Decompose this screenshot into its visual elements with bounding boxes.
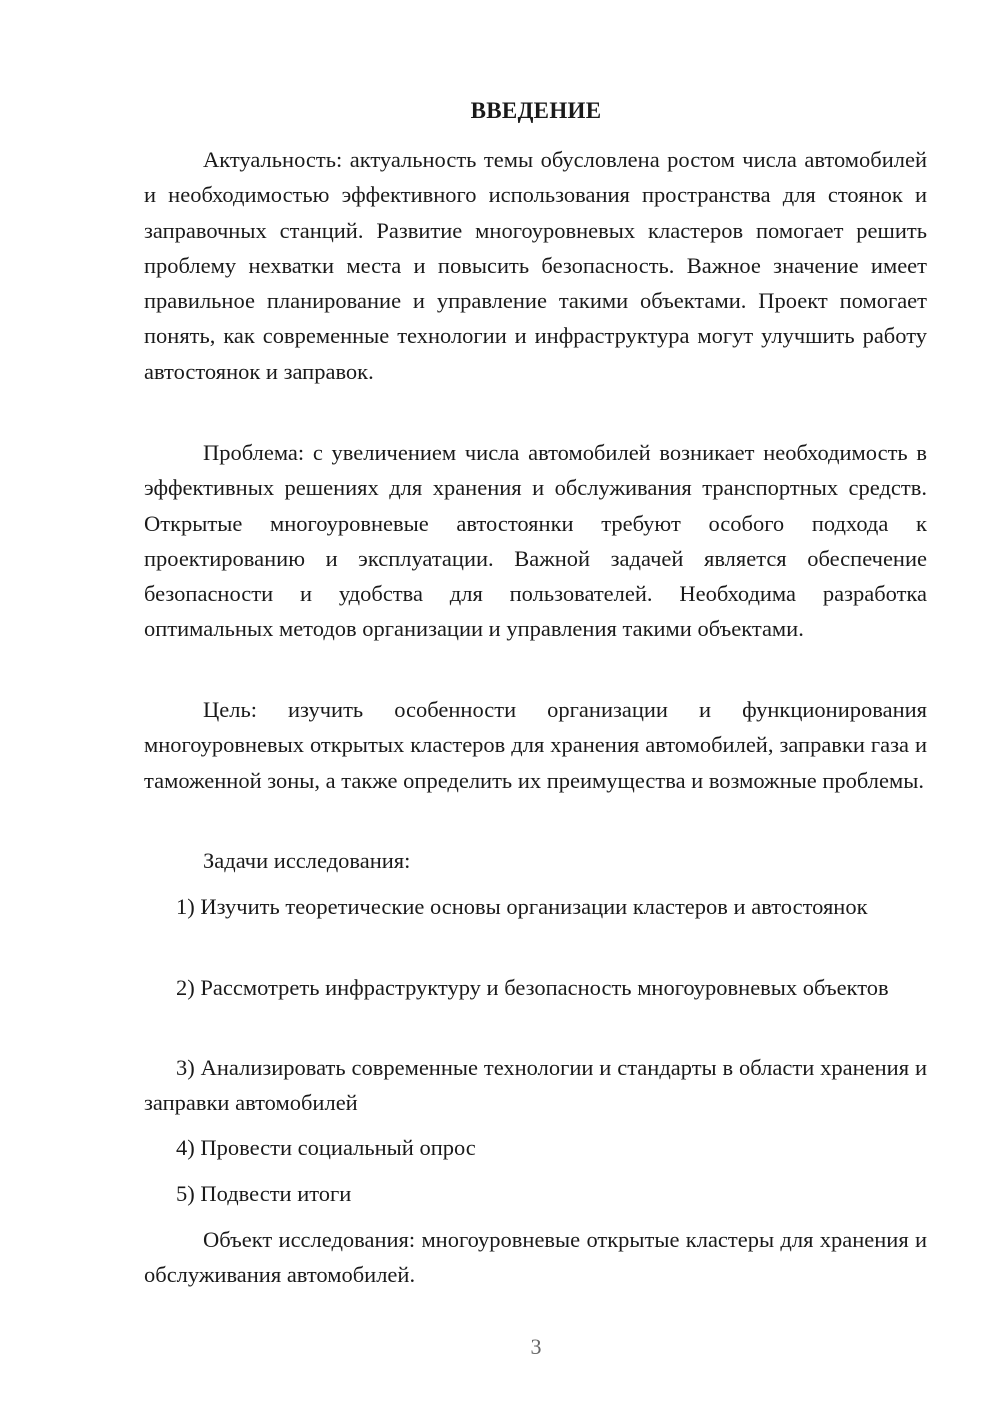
problem-paragraph: Проблема: с увеличением числа автомобилей возникает необходимость в эффективных решениях для хранения и обслуживания транспортных средств. Открытые многоуровневые автостоянки требуют особого подхода к проектированию и эксплуатации. Важной задачей является обеспечение безопасности и удобства для пользователей. Необходима разработка оптимальных методов организации и управления такими объектами.: [144, 440, 927, 642]
task-item-2: 2) Рассмотреть инфраструктуру и безопасность многоуровневых объектов: [176, 975, 889, 1000]
page-title: ВВЕДЕНИЕ: [470, 98, 602, 123]
object-paragraph: Объект исследования: многоуровневые открытые кластеры для хранения и обслуживания автомобилей.: [144, 1227, 927, 1288]
goal-paragraph: Цель: изучить особенности организации и функционирования многоуровневых открытых кластеров для хранения автомобилей, заправки газа и таможенной зоны, а также определить их преимущества и возможные проблемы.: [144, 697, 927, 793]
task-item-1: 1) Изучить теоретические основы организации кластеров и автостоянок: [176, 894, 868, 919]
task-item-5: 5) Подвести итоги: [176, 1181, 352, 1206]
page-number: 3: [530, 1334, 542, 1359]
task-item-3: 3) Анализировать современные технологии и стандарты в области хранения и заправки автомобилей: [144, 1055, 927, 1116]
relevance-paragraph: Актуальность: актуальность темы обусловлена ростом числа автомобилей и необходимостью эффективного использования пространства для стоянок и заправочных станций. Развитие многоуровневых кластеров помогает решить проблему нехватки места и повысить безопасность. Важное значение имеет правильное планирование и управление такими объектами. Проект помогает понять, как современные технологии и инфраструктура могут улучшить работу автостоянок и заправок.: [144, 147, 927, 384]
task-item-4: 4) Провести социальный опрос: [176, 1135, 476, 1160]
tasks-heading: Задачи исследования:: [203, 848, 411, 873]
